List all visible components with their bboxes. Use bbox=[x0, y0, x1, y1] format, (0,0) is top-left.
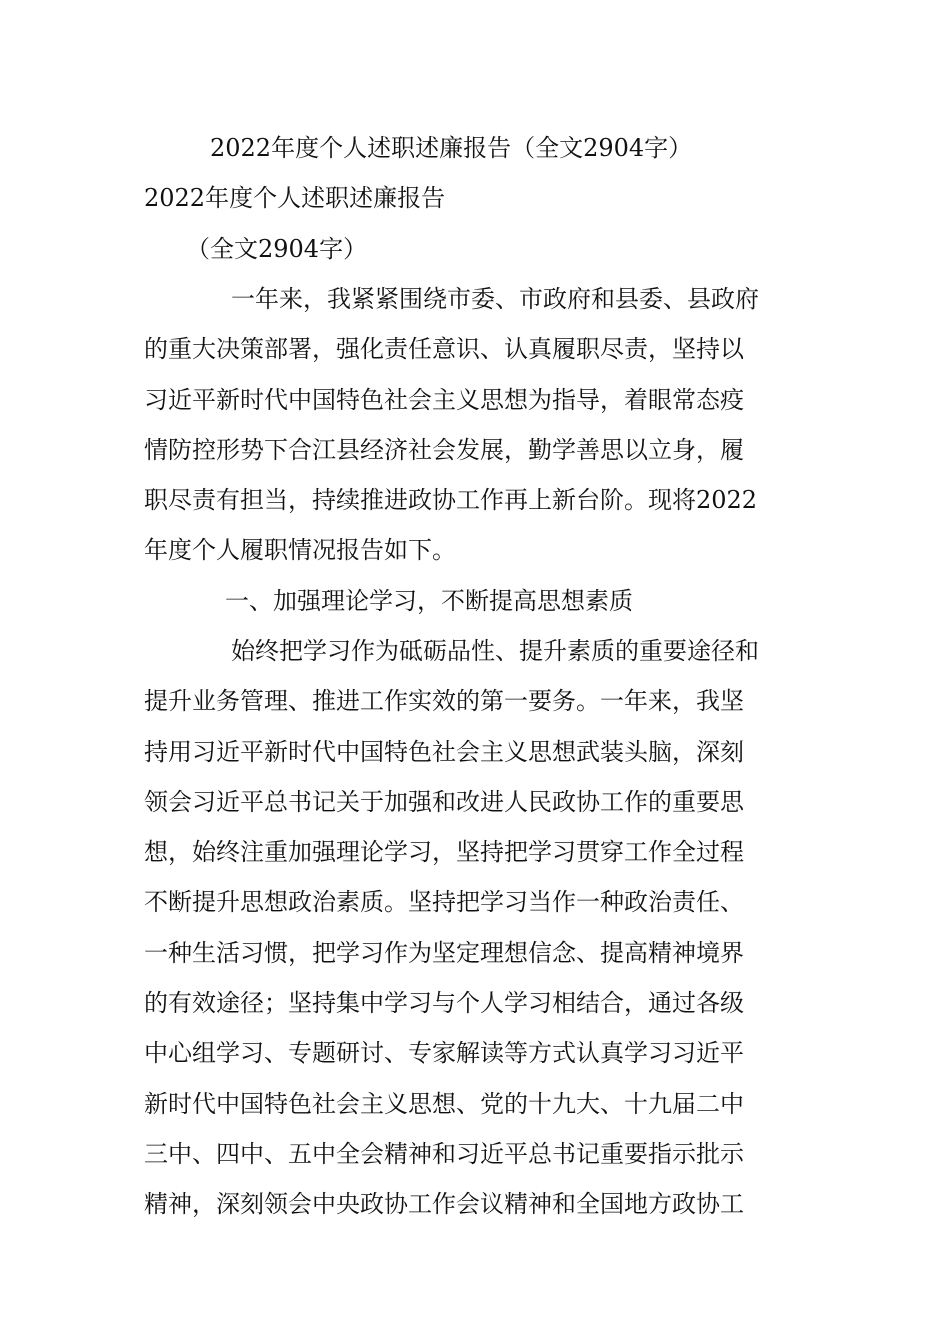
paragraph-line: 一年来，我紧紧围绕市委、市政府和县委、县政府 bbox=[231, 285, 759, 313]
paragraph-line: 新时代中国特色社会主义思想、党的十九大、十九届二中 bbox=[144, 1090, 744, 1118]
paragraph-line: 领会习近平总书记关于加强和改进人民政协工作的重要思 bbox=[144, 788, 744, 816]
paragraph-line: 始终把学习作为砥砺品性、提升素质的重要途径和 bbox=[231, 637, 759, 665]
document-subtitle: 2022年度个人述职述廉报告 bbox=[144, 184, 446, 212]
paragraph-line: 情防控形势下合江县经济社会发展，勤学善思以立身，履 bbox=[144, 436, 744, 464]
paragraph-line: 年度个人履职情况报告如下。 bbox=[144, 536, 456, 564]
paragraph-line: 习近平新时代中国特色社会主义思想为指导，着眼常态疫 bbox=[144, 386, 744, 414]
paragraph-line: 三中、四中、五中全会精神和习近平总书记重要指示批示 bbox=[144, 1140, 744, 1168]
paragraph-line: 想，始终注重加强理论学习，坚持把学习贯穿工作全过程 bbox=[144, 838, 744, 866]
section-heading: 一、加强理论学习，不断提高思想素质 bbox=[225, 587, 633, 615]
paragraph-line: 不断提升思想政治素质。坚持把学习当作一种政治责任、 bbox=[144, 888, 744, 916]
word-count: （全文2904字） bbox=[186, 235, 368, 263]
document-title: 2022年度个人述职述廉报告（全文2904字） bbox=[210, 134, 693, 162]
paragraph-line: 职尽责有担当，持续推进政协工作再上新台阶。现将2022 bbox=[144, 486, 758, 514]
paragraph-line: 的有效途径；坚持集中学习与个人学习相结合，通过各级 bbox=[144, 989, 744, 1017]
paragraph-line: 一种生活习惯，把学习作为坚定理想信念、提高精神境界 bbox=[144, 939, 744, 967]
paragraph-line: 持用习近平新时代中国特色社会主义思想武装头脑，深刻 bbox=[144, 738, 744, 766]
paragraph-line: 中心组学习、专题研讨、专家解读等方式认真学习习近平 bbox=[144, 1039, 744, 1067]
paragraph-line: 的重大决策部署，强化责任意识、认真履职尽责，坚持以 bbox=[144, 335, 744, 363]
paragraph-line: 提升业务管理、推进工作实效的第一要务。一年来，我坚 bbox=[144, 687, 744, 715]
paragraph-line: 精神，深刻领会中央政协工作会议精神和全国地方政协工 bbox=[144, 1190, 744, 1218]
